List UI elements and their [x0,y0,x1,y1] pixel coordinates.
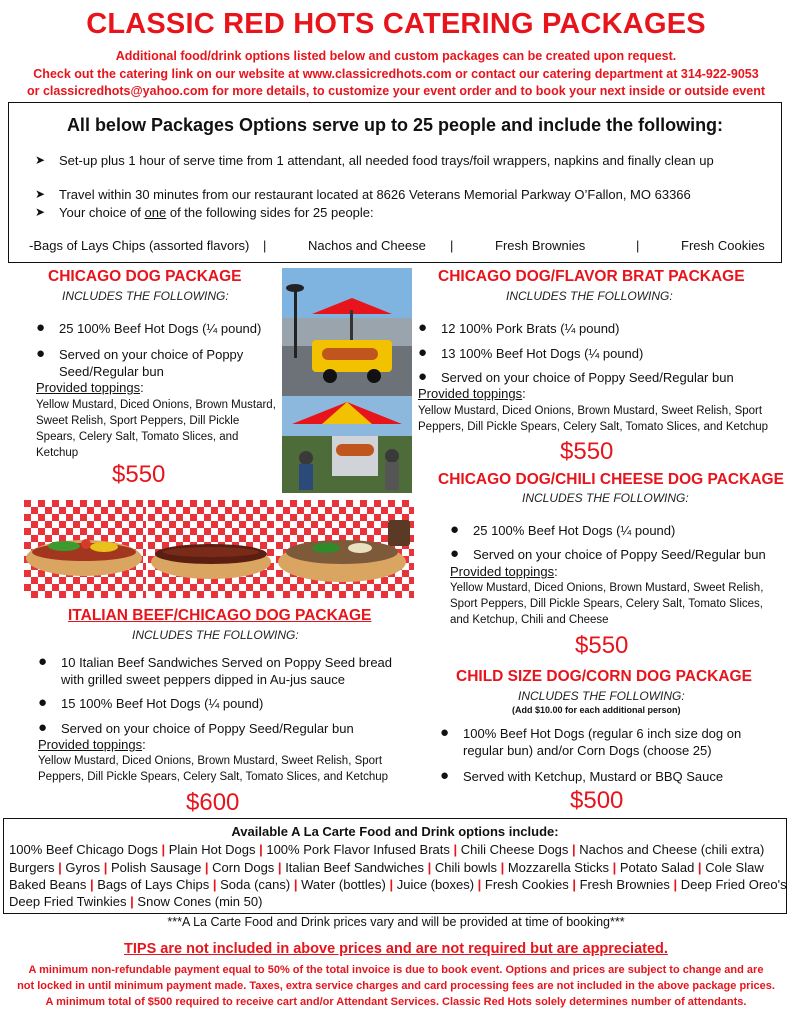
side-nachos: Nachos and Cheese [308,238,426,253]
include-bullet-2: ➤ Travel within 30 minutes from our restaurant located at 8626 Veterans Memorial Parkway O’Fallon, MO 63366 [35,187,691,202]
a-la-carte-item: Plain Hot Dogs [168,842,256,857]
a-la-carte-item: Baked Beans [9,877,87,892]
toppings-colon: : [554,564,558,579]
brat-item-3: ● Served on your choice of Poppy Seed/Regular bun [418,368,734,385]
italian-beef-photo [276,500,414,598]
chili-toppings-label: Provided toppings: [450,564,558,579]
item-separator: | [157,842,169,857]
item-separator: | [568,877,580,892]
a-la-carte-item: Bags of Lays Chips [97,877,210,892]
chicago-dog-photo [24,500,146,598]
item-separator: | [474,877,485,892]
brat-includes: INCLUDES THE FOLLOWING: [506,289,673,303]
side-brownies: Fresh Brownies [495,238,586,253]
a-la-carte-line-3 [9,877,787,892]
item-separator: | [608,860,620,875]
italian-title: ITALIAN BEEF/CHICAGO DOG PACKAGE [68,607,372,624]
hot-dog-cart-photo [282,268,412,396]
footer-line-1: A minimum non-refundable payment equal to 50% of the total invoice is due to book event. Options and prices are subject to change and are [28,964,764,976]
chicago-price: $550 [112,461,166,488]
item-separator: | [496,860,508,875]
brat-toppings: Yellow Mustard, Diced Onions, Brown Mustard, Sweet Relish, Sport Peppers, Dill Pickle Spears, Celery Salt, Tomato Slices, and Ketchup [418,405,769,433]
italian-toppings-label: Provided toppings: [38,737,146,752]
bullet-dot-icon: ● [418,368,428,385]
item-separator: | [86,877,98,892]
chili-title: CHICAGO DOG/CHILI CHEESE DOG PACKAGE [438,471,784,488]
chili-item-2: ● Served on your choice of Poppy Seed/Regular bun [450,545,766,562]
italian-item-2: ● 15 100% Beef Hot Dogs (¼ pound) [38,694,264,711]
item-separator: | [54,860,66,875]
event-cart-photo [282,396,412,493]
a-la-carte-item: Gyros [65,860,101,875]
bullet-dot-icon: ● [38,719,48,736]
chili-item-1: ● 25 100% Beef Hot Dogs (¼ pound) [450,521,676,538]
brat-toppings-label: Provided toppings: [418,386,526,401]
chicago-includes: INCLUDES THE FOLLOWING: [62,289,229,303]
chicago-title: CHICAGO DOG PACKAGE [48,268,242,285]
child-item-2: ● Served with Ketchup, Mustard or BBQ Sauce [440,767,724,784]
a-la-carte-item: Chili Cheese Dogs [460,842,569,857]
child-title: CHILD SIZE DOG/CORN DOG PACKAGE [456,668,752,685]
bullet-dot-icon: ● [36,345,46,362]
item-separator: | [449,842,461,857]
a-la-carte-item: Nachos and Cheese (chili extra) [579,842,765,857]
brat-item-1: ● 12 100% Pork Brats (¼ pound) [418,319,620,336]
item-separator: | [568,842,580,857]
italian-toppings: Yellow Mustard, Diced Onions, Brown Mustard, Sweet Relish, Sport Peppers, Dill Pickle Spears, Celery Salt, Tomato Slices, and Ketchup [38,755,389,783]
a-la-carte-item: Italian Beef Sandwiches [285,860,424,875]
brat-price: $550 [560,438,614,465]
a-la-carte-item: Fresh Brownies [579,877,670,892]
chicago-toppings: Yellow Mustard, Diced Onions, Brown Mustard, Sweet Relish, Sport Peppers, Dill Pickle Spears, Celery Salt, Tomato Slices, and Ketchup [36,399,276,459]
bullet-dot-icon: ● [418,344,428,361]
child-includes: INCLUDES THE FOLLOWING: [518,689,685,703]
a-la-carte-item: Chili bowls [434,860,497,875]
a-la-carte-item: Deep Fried Twinkies [9,894,127,909]
item-separator: | [423,860,435,875]
chicago-item-1: ● 25 100% Beef Hot Dogs (¼ pound) [36,319,262,336]
bullet-dot-icon: ● [418,319,428,336]
child-price: $500 [570,787,624,814]
item-separator: | [290,877,302,892]
bbq-dog-photo [148,500,274,598]
italian-item-1: ● 10 Italian Beef Sandwiches Served on Poppy Seed bread with grilled sweet peppers dipped in Au-jus sauce [38,653,393,687]
header-line-2: Check out the catering link on our website at www.classicredhots.com or contact our catering department at 314-922-9053 [33,67,759,81]
side-separator: | [636,238,640,253]
a-la-carte-box [3,818,787,914]
a-la-carte-item: Water (bottles) [301,877,386,892]
side-separator: | [263,238,267,253]
page-title: CLASSIC RED HOTS CATERING PACKAGES [86,8,706,40]
brat-title: CHICAGO DOG/FLAVOR BRAT PACKAGE [438,268,745,285]
item-separator: | [201,860,213,875]
side-chips: -Bags of Lays Chips (assorted flavors) [29,238,250,253]
item-separator: | [126,894,138,909]
side-separator: | [450,238,454,253]
brat-item-2: ● 13 100% Beef Hot Dogs (¼ pound) [418,344,644,361]
item-separator: | [255,842,267,857]
item-separator: | [669,877,681,892]
a-la-carte-item: 100% Beef Chicago Dogs [9,842,158,857]
a-la-carte-item: Potato Salad [619,860,695,875]
item-separator: | [694,860,706,875]
a-la-carte-title: Available A La Carte Food and Drink options include: [231,824,559,839]
bullet-dot-icon: ● [38,653,48,670]
child-note: (Add $10.00 for each additional person) [512,705,681,715]
arrow-bullet-icon: ➤ [35,205,46,219]
a-la-carte-line-2 [9,860,764,875]
bullet-dot-icon: ● [450,545,460,562]
bullet-dot-icon: ● [36,319,46,336]
include-bullet-3: ➤ Your choice of one of the following sides for 25 people: [35,205,374,220]
a-la-carte-item: Mozzarella Sticks [507,860,609,875]
arrow-bullet-icon: ➤ [35,187,46,201]
a-la-carte-item: Fresh Cookies [484,877,569,892]
bullet-dot-icon: ● [38,694,48,711]
italian-price: $600 [186,789,240,816]
a-la-carte-line-4 [9,894,262,909]
arrow-bullet-icon: ➤ [35,153,46,167]
header-line-1: Additional food/drink options listed below and custom packages can be created upon request. [115,49,677,63]
a-la-carte-item: Cole Slaw [705,860,764,875]
chili-price: $550 [575,632,629,659]
chicago-toppings-label: Provided toppings: [36,380,144,395]
toppings-colon: : [140,380,144,395]
side-cookies: Fresh Cookies [681,238,765,253]
chili-toppings: Yellow Mustard, Diced Onions, Brown Mustard, Sweet Relish, Sport Peppers, Dill Pickle Spears, Celery Salt, Tomato Slices, and Ketchup, Chili and Cheese [450,582,764,626]
header-line-3: or classicredhots@yahoo.com for more details, to customize your event order and to book your next inside or outside event [26,84,766,98]
include-bullet-1: ➤ Set-up plus 1 hour of serve time from 1 attendant, all needed food trays/foil wrappers, napkins and finally clean up [35,153,714,168]
a-la-carte-item: Polish Sausage [110,860,202,875]
footer-line-2: not locked in until minimum payment made. Taxes, extra service charges and card processing fees are not included in the above package prices. [17,980,775,992]
package-includes-box [8,102,782,263]
item-separator: | [385,877,397,892]
chicago-item-2: ● Served on your choice of Poppy Seed/Regular bun [36,345,244,379]
toppings-colon: : [522,386,526,401]
item-separator: | [100,860,111,875]
a-la-carte-item: Soda (cans) [220,877,291,892]
italian-item-3: ● Served on your choice of Poppy Seed/Regular bun [38,719,354,736]
child-item-1: ● 100% Beef Hot Dogs (regular 6 inch size dog on regular bun) and/or Corn Dogs (choose 25) [440,724,742,758]
chili-includes: INCLUDES THE FOLLOWING: [522,491,689,505]
a-la-carte-item: Juice (boxes) [396,877,475,892]
toppings-colon: : [142,737,146,752]
a-la-carte-item: 100% Pork Flavor Infused Brats [266,842,450,857]
a-la-carte-item: Deep Fried Oreo's [680,877,787,892]
item-separator: | [209,877,221,892]
includes-title: All below Packages Options serve up to 25 people and include the following: [66,115,724,135]
prices-note: ***A La Carte Food and Drink prices vary and will be provided at time of booking*** [167,915,625,929]
a-la-carte-item: Corn Dogs [212,860,275,875]
a-la-carte-item: Snow Cones (min 50) [137,894,263,909]
a-la-carte-line-1 [9,842,764,857]
italian-includes: INCLUDES THE FOLLOWING: [132,628,299,642]
a-la-carte-item: Burgers [9,860,55,875]
bullet-dot-icon: ● [440,767,450,784]
tips-note: TIPS are not included in above prices and are not required but are appreciated. [124,941,668,957]
bullet-dot-icon: ● [440,724,450,741]
bullet-dot-icon: ● [450,521,460,538]
item-separator: | [274,860,286,875]
footer-line-3: A minimum total of $500 required to receive cart and/or Attendant Services. Classic Red Hots solely determines number of attendants. [45,996,747,1008]
